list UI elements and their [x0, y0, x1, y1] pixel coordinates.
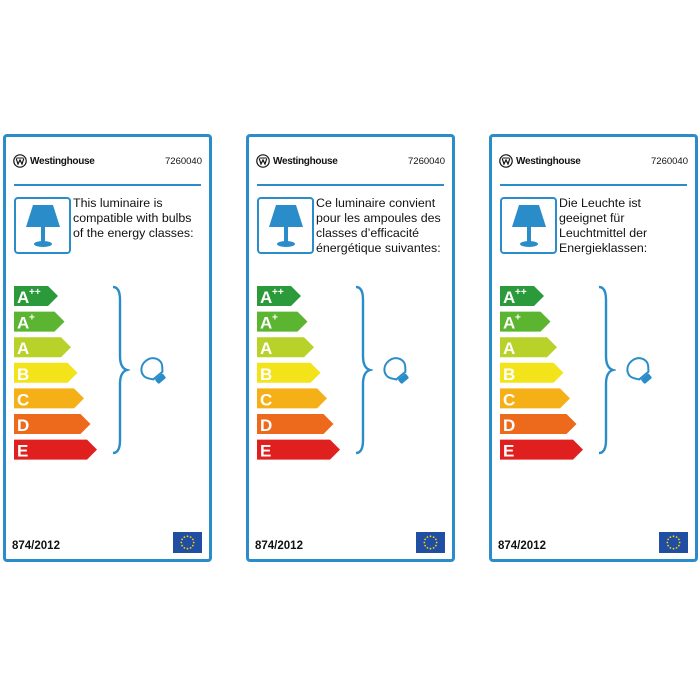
- energy-class-scale: [257, 284, 357, 464]
- table-lamp-icon: [23, 203, 63, 249]
- energy-class-arrow: [14, 286, 58, 307]
- brand: [499, 154, 581, 168]
- energy-class-arrow: [257, 337, 314, 358]
- energy-class-arrow: [14, 337, 71, 358]
- energy-class-arrow: [257, 414, 334, 435]
- energy-class-arrow: [257, 363, 321, 384]
- eu-star: [187, 535, 189, 537]
- energy-class-letter: E: [17, 441, 29, 461]
- curly-brace-icon: [353, 284, 373, 456]
- brand: [13, 154, 95, 168]
- model-number: 7260040: [165, 156, 202, 167]
- westinghouse-logo-icon: [13, 154, 27, 168]
- westinghouse-logo-icon: [256, 154, 270, 168]
- energy-class-letter: A: [503, 313, 516, 333]
- energy-class-letter: A: [17, 339, 30, 359]
- energy-class-arrow: [500, 337, 557, 358]
- divider: [14, 184, 201, 186]
- energy-class-letter: B: [260, 364, 273, 384]
- compatibility-text: This luminaire is compatible with bulbs of the energy classes:: [73, 196, 194, 240]
- eu-star: [676, 547, 678, 549]
- compatibility-text: Die Leuchte ist geeignet für Leuchtmittel der Energieklassen:: [559, 196, 648, 255]
- eu-star: [192, 545, 194, 547]
- eu-star: [184, 536, 186, 538]
- eu-star: [180, 542, 182, 544]
- eu-star: [670, 536, 672, 538]
- eu-star: [436, 542, 438, 544]
- eu-star: [666, 542, 668, 544]
- eu-star: [679, 542, 681, 544]
- eu-star: [673, 535, 675, 537]
- eu-star: [424, 539, 426, 541]
- energy-class-letter: D: [17, 416, 30, 435]
- compatibility-text: Ce luminaire convient pour les ampoules des classes d’efficacité énergétique suivantes:: [316, 196, 441, 255]
- energy-class-arrow: [257, 286, 301, 307]
- energy-class-arrow: [14, 363, 78, 384]
- light-bulb-icon: [381, 355, 413, 387]
- eu-star: [435, 539, 437, 541]
- energy-class-letter: A: [260, 339, 273, 359]
- energy-class-arrow: [14, 440, 97, 461]
- energy-class-letter: C: [260, 390, 273, 410]
- energy-class-letter: A: [17, 288, 30, 307]
- energy-class-arrow: [257, 440, 340, 461]
- energy-class-arrow: [257, 388, 327, 409]
- eu-star: [430, 535, 432, 537]
- energy-class-letter: A: [260, 313, 273, 333]
- eu-star: [190, 547, 192, 549]
- eu-star: [184, 547, 186, 549]
- eu-flag-icon: [416, 532, 445, 553]
- energy-class-arrow: [500, 414, 577, 435]
- eu-star: [435, 545, 437, 547]
- energy-class-letter: C: [17, 390, 30, 410]
- energy-class-arrow: [14, 312, 65, 333]
- model-number: 7260040: [651, 156, 688, 167]
- eu-star: [433, 536, 435, 538]
- energy-class-letter: E: [260, 441, 272, 461]
- energy-class-letter: A: [503, 288, 516, 307]
- energy-class-superscript: ++: [29, 287, 41, 298]
- energy-class-letter: E: [503, 441, 515, 461]
- eu-star: [678, 539, 680, 541]
- eu-star: [427, 547, 429, 549]
- energy-class-superscript: +: [272, 312, 278, 324]
- regulation-number: 874/2012: [12, 540, 60, 552]
- eu-star: [667, 539, 669, 541]
- eu-star: [181, 545, 183, 547]
- energy-label-en: [3, 134, 212, 562]
- lamp-icon-box: [14, 197, 71, 254]
- eu-star: [678, 545, 680, 547]
- energy-class-arrow: [500, 440, 583, 461]
- eu-star: [187, 548, 189, 550]
- brand-name: Westinghouse: [273, 155, 338, 167]
- lamp-icon-box: [500, 197, 557, 254]
- divider: [257, 184, 444, 186]
- eu-star: [190, 536, 192, 538]
- westinghouse-logo-icon: [499, 154, 513, 168]
- table-lamp-icon: [266, 203, 306, 249]
- energy-class-letter: D: [503, 416, 516, 435]
- energy-class-letter: A: [260, 288, 273, 307]
- energy-class-arrow: [257, 312, 308, 333]
- table-lamp-icon: [509, 203, 549, 249]
- eu-star: [193, 542, 195, 544]
- light-bulb-icon: [624, 355, 656, 387]
- eu-star: [673, 548, 675, 550]
- eu-star: [676, 536, 678, 538]
- brand-name: Westinghouse: [516, 155, 581, 167]
- energy-class-arrow: [500, 363, 564, 384]
- energy-class-letter: B: [503, 364, 516, 384]
- eu-star: [424, 545, 426, 547]
- energy-class-scale: [14, 284, 114, 464]
- energy-class-letter: A: [17, 313, 30, 333]
- energy-label-de: [489, 134, 698, 562]
- eu-star: [181, 539, 183, 541]
- energy-class-letter: D: [260, 416, 273, 435]
- brand: [256, 154, 338, 168]
- eu-star: [427, 536, 429, 538]
- energy-class-letter: A: [503, 339, 516, 359]
- eu-flag-icon: [659, 532, 688, 553]
- energy-class-arrow: [500, 388, 570, 409]
- energy-class-scale: [500, 284, 600, 464]
- eu-flag-icon: [173, 532, 202, 553]
- eu-star: [423, 542, 425, 544]
- energy-class-arrow: [500, 312, 551, 333]
- eu-star: [430, 548, 432, 550]
- regulation-number: 874/2012: [255, 540, 303, 552]
- eu-star: [670, 547, 672, 549]
- energy-class-letter: B: [17, 364, 30, 384]
- eu-star: [192, 539, 194, 541]
- energy-class-arrow: [14, 388, 84, 409]
- lamp-icon-box: [257, 197, 314, 254]
- energy-class-arrow: [14, 414, 91, 435]
- light-bulb-icon: [138, 355, 170, 387]
- energy-class-letter: C: [503, 390, 516, 410]
- energy-class-arrow: [500, 286, 544, 307]
- curly-brace-icon: [110, 284, 130, 456]
- eu-star: [433, 547, 435, 549]
- eu-star: [667, 545, 669, 547]
- brand-name: Westinghouse: [30, 155, 95, 167]
- divider: [500, 184, 687, 186]
- curly-brace-icon: [596, 284, 616, 456]
- regulation-number: 874/2012: [498, 540, 546, 552]
- model-number: 7260040: [408, 156, 445, 167]
- energy-class-superscript: ++: [515, 287, 527, 298]
- energy-class-superscript: ++: [272, 287, 284, 298]
- energy-label-fr: [246, 134, 455, 562]
- energy-class-superscript: +: [29, 312, 35, 324]
- energy-class-superscript: +: [515, 312, 521, 324]
